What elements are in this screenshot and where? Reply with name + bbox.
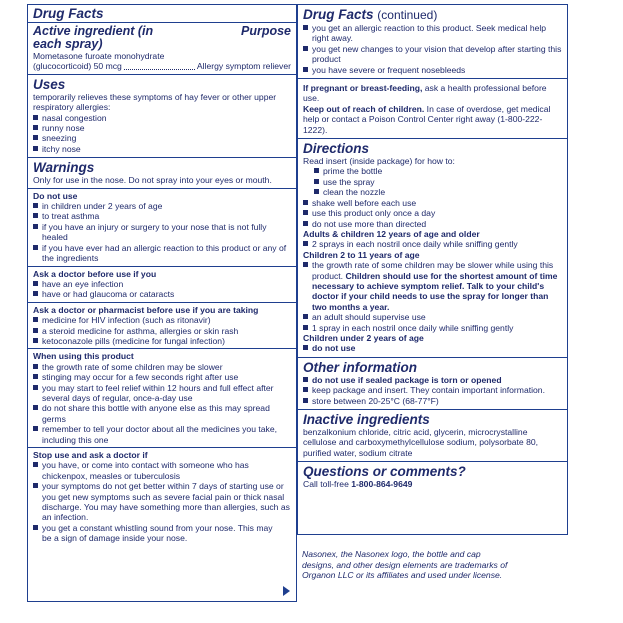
inactive-ingredients-text: benzalkonium chloride, citric acid, glycerin, microcrystalline cellulose and carboxymethylcellulose sodium, polysorbate 80, purified water, sodium citrate	[303, 427, 539, 458]
list-item: itchy nose	[33, 144, 291, 154]
warnings-intro: Only for use in the nose. Do not spray into your eyes or mouth.	[33, 175, 272, 186]
reach-of-children-warning: Keep out of reach of children. In case of overdose, get medical help or contact a Poison Control Center right away (1-800-222-1222).	[303, 103, 551, 135]
list-item: you may start to feel relief within 12 hours and full effect after several days of regular, once-a-day use	[33, 383, 291, 404]
list-item: do not use more than directed	[303, 219, 562, 229]
list-item: the growth rate of some children may be slower while using this product. Children should use for the shortest amount of time necessary to achieve symptom relief. Talk to your child's doctor if your child needs to use the spray for longer than two months a year.	[303, 260, 562, 312]
uses-section	[28, 75, 296, 158]
uses-heading: Uses	[33, 76, 66, 92]
inactive-ingredients-heading: Inactive ingredients	[303, 412, 430, 427]
list-item: shake well before each use	[303, 198, 562, 208]
children-heading: Children 2 to 11 years of age	[303, 249, 420, 260]
list-item: medicine for HIV infection (such as ritonavir)	[33, 315, 291, 325]
active-ingredient-section	[28, 5, 296, 75]
list-item: runny nose	[33, 123, 291, 133]
list-item: you get an allergic reaction to this product. Seek medical help right away.	[303, 23, 562, 44]
list-item: you have, or come into contact with someone who has chickenpox, measles or tuberculosis	[33, 460, 291, 481]
directions-section	[298, 139, 567, 358]
list-item: if you have ever had an allergic reaction to this product or any of the ingredients	[33, 243, 291, 264]
list-item: store between 20-25°C (68-77°F)	[303, 396, 562, 406]
list-item: use the spray	[314, 177, 562, 187]
list-item: use this product only once a day	[303, 208, 562, 218]
warnings-heading: Warnings	[33, 160, 95, 176]
drug-facts-title: Drug Facts	[33, 6, 104, 21]
list-item: do not share this bottle with anyone else as this may spread germs	[33, 403, 291, 424]
directions-intro: Read insert (inside package) for how to:	[303, 156, 455, 167]
list-item: have an eye infection	[33, 279, 291, 289]
list-item: in children under 2 years of age	[33, 201, 291, 211]
list-item: sneezing	[33, 133, 291, 143]
list-item: prime the bottle	[314, 166, 562, 176]
list-item: 2 sprays in each nostril once daily while sniffing gently	[303, 239, 562, 249]
uses-intro: temporarily relieves these symptoms of hay fever or other upper respiratory allergies:	[33, 91, 277, 113]
list-item: clean the nozzle	[314, 187, 562, 197]
list-item: to treat asthma	[33, 211, 291, 221]
list-item: an adult should supervise use	[303, 312, 562, 322]
active-ingredient-name: Mometasone furoate monohydrate	[33, 51, 165, 61]
under-two-heading: Children under 2 years of age	[303, 332, 424, 343]
drug-facts-panel-left	[27, 4, 297, 602]
do-not-use-heading: Do not use	[33, 190, 78, 201]
adults-heading: Adults & children 12 years of age and older	[303, 228, 480, 239]
when-using-heading: When using this product	[33, 351, 134, 362]
questions-section	[298, 462, 567, 492]
list-item: nasal congestion	[33, 113, 291, 123]
drug-facts-panel-right	[297, 4, 568, 535]
other-information-heading: Other information	[303, 359, 417, 375]
list-item: remember to tell your doctor about all the medicines you take, including this one	[33, 424, 291, 445]
continued-section	[298, 5, 567, 79]
ask-pharmacist-heading: Ask a doctor or pharmacist before use if you are taking	[33, 304, 259, 315]
questions-heading: Questions or comments?	[303, 464, 466, 480]
list-item: 1 spray in each nostril once daily while sniffing gently	[303, 323, 562, 333]
list-item: the growth rate of some children may be slower	[33, 362, 291, 372]
list-item: you have severe or frequent nosebleeds	[303, 65, 562, 75]
pregnancy-section	[298, 79, 567, 139]
purpose-heading: Purpose	[240, 24, 291, 38]
questions-contact: Call toll-free 1-800-864-9649	[303, 479, 413, 490]
list-item: you get new changes to your vision that develop after starting this product	[303, 44, 562, 65]
list-item: stinging may occur for a few seconds right after use	[33, 372, 291, 382]
list-item: ketoconazole pills (medicine for fungal infection)	[33, 336, 291, 346]
dot-leader	[124, 69, 195, 70]
active-dose: (glucocorticoid) 50 mcg	[33, 61, 122, 72]
ask-doctor-heading: Ask a doctor before use if you	[33, 268, 157, 279]
warnings-section	[28, 158, 296, 546]
active-ingredient-heading: Active ingredient (in each spray)	[33, 24, 154, 51]
list-item: a steroid medicine for asthma, allergies or skin rash	[33, 326, 291, 336]
list-item: have or had glaucoma or cataracts	[33, 289, 291, 299]
other-information-section	[298, 358, 567, 410]
trademark-notice: Nasonex, the Nasonex logo, the bottle and cap designs, and other design elements are trademarks of Organon LLC or its affiliates and used under license.	[302, 549, 508, 581]
drug-facts-continued-title: Drug Facts (continued)	[303, 7, 438, 22]
pregnancy-warning: If pregnant or breast-feeding, ask a health professional before use.	[303, 83, 547, 104]
list-item: do not use	[303, 343, 562, 353]
inactive-ingredients-section	[298, 410, 567, 462]
continue-arrow-icon	[283, 586, 290, 596]
list-item: if you have an injury or surgery to your nose that is not fully healed	[33, 222, 291, 243]
active-purpose: Allergy symptom reliever	[196, 61, 291, 72]
phone-number: 1-800-864-9649	[351, 479, 413, 490]
stop-use-heading: Stop use and ask a doctor if	[33, 450, 148, 460]
list-item: do not use if sealed package is torn or opened	[303, 375, 562, 385]
list-item: you get a constant whistling sound from your nose. This may be a sign of damage inside your nose.	[33, 523, 291, 544]
list-item: your symptoms do not get better within 7 days of starting use or you get new symptoms such as severe facial pain or thick nasal discharge. You may have something more than allergies, such as an infection.	[33, 481, 291, 523]
active-heading-row	[33, 25, 291, 51]
active-dose-row	[33, 61, 291, 71]
list-item: keep package and insert. They contain important information.	[303, 385, 562, 395]
directions-heading: Directions	[303, 141, 370, 157]
